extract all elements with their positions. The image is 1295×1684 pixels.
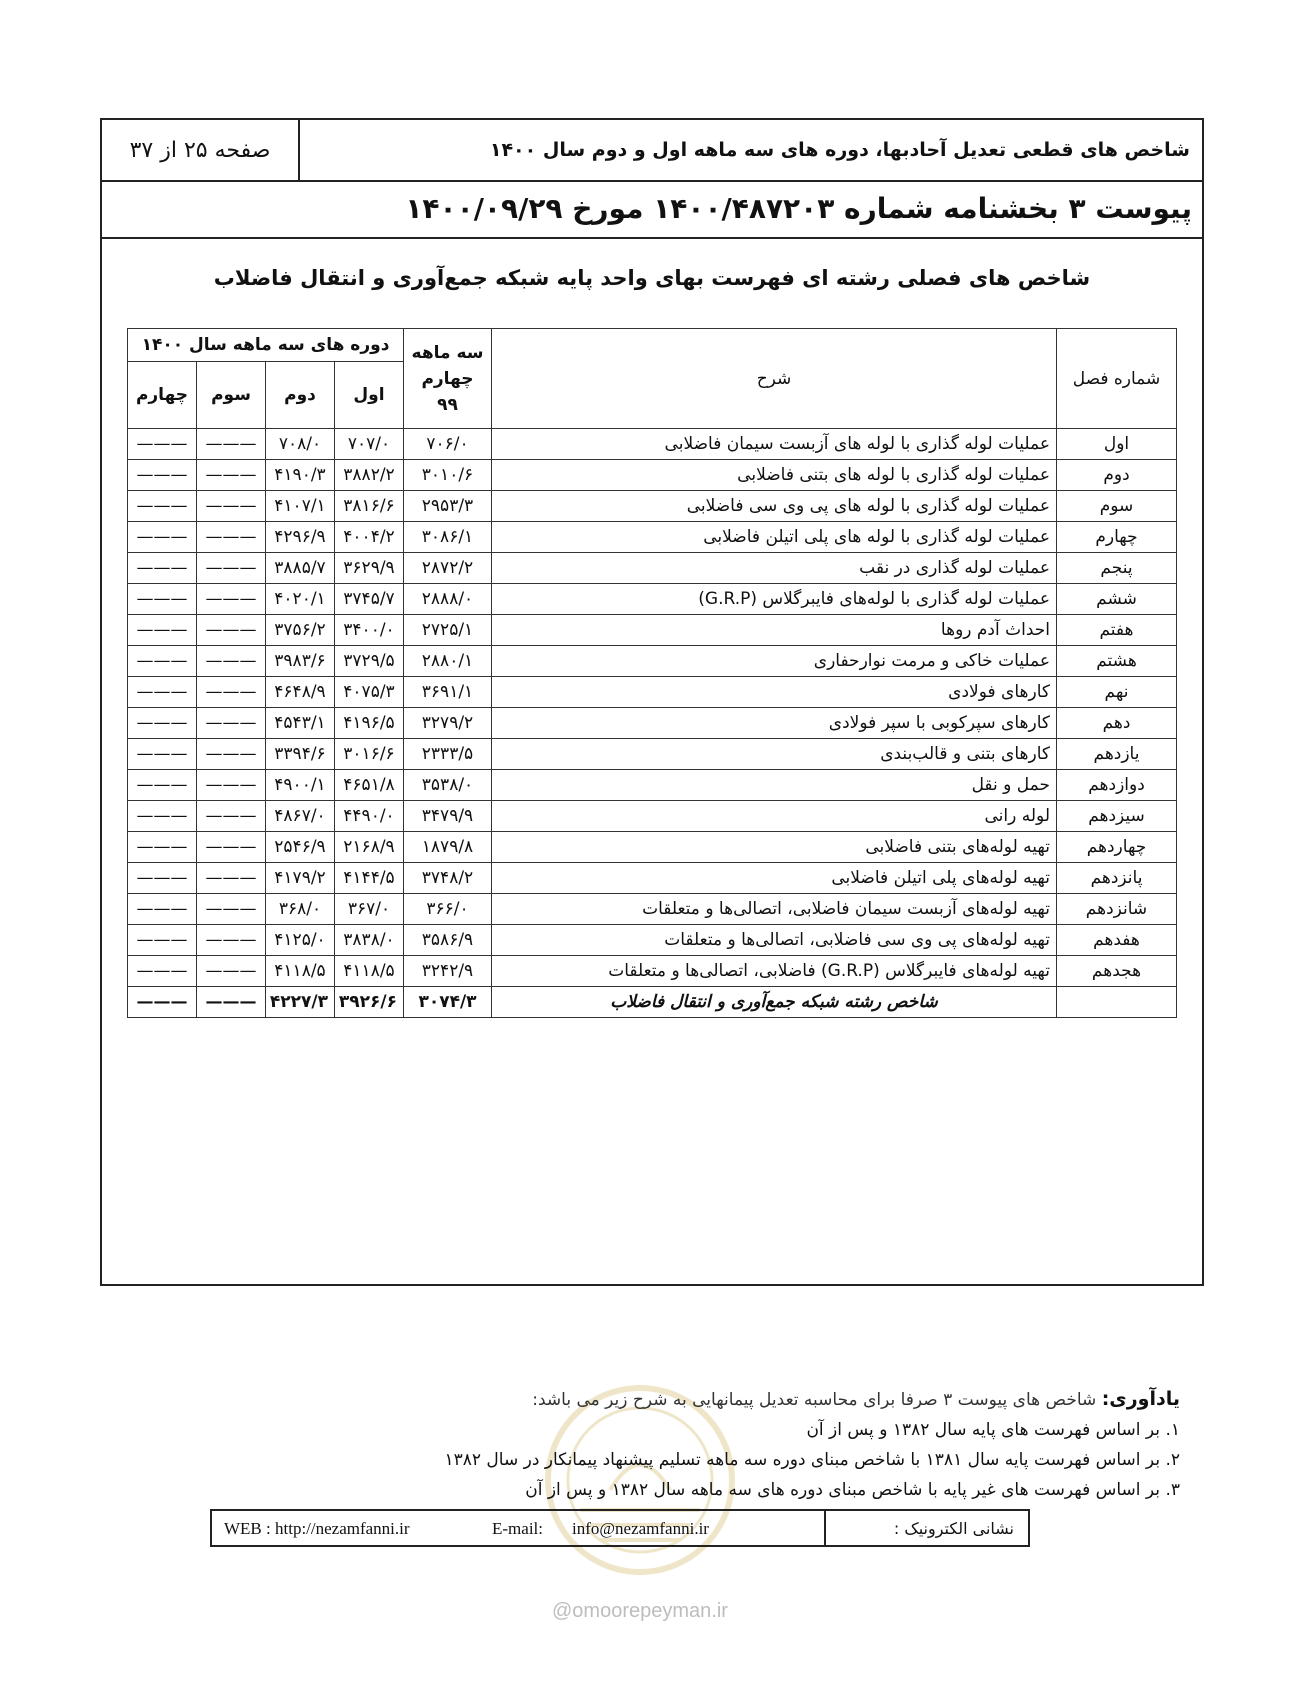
email-label: E-mail: <box>492 1519 543 1538</box>
address-label: نشانی الکترونیک : <box>893 1519 1014 1538</box>
cell-second: ۴۸۶۷/۰ <box>266 801 335 832</box>
cell-description: کارهای سپرکوبی با سپر فولادی <box>492 708 1057 739</box>
web-link[interactable]: WEB : http://nezamfanni.ir <box>224 1519 410 1538</box>
cell-first: ۳۴۰۰/۰ <box>335 615 404 646</box>
cell-fourth: ——— <box>128 708 197 739</box>
cell-second: ۴۵۴۳/۱ <box>266 708 335 739</box>
cell-first: ۳۷۴۵/۷ <box>335 584 404 615</box>
cell-q4-99: ۲۹۵۳/۳ <box>404 491 492 522</box>
cell-first: ۴۰۰۴/۲ <box>335 522 404 553</box>
header-description: شرح <box>492 329 1057 429</box>
cell-third: ——— <box>197 646 266 677</box>
cell-first: ۲۱۶۸/۹ <box>335 832 404 863</box>
table-row <box>128 956 1177 987</box>
cell-chapter: اول <box>1057 429 1177 460</box>
cell-second: ۴۹۰۰/۱ <box>266 770 335 801</box>
cell-first: ۴۱۴۴/۵ <box>335 863 404 894</box>
cell-second: ۴۲۹۶/۹ <box>266 522 335 553</box>
cell-q4-99: ۳۵۸۶/۹ <box>404 925 492 956</box>
cell-third: ——— <box>197 863 266 894</box>
table-row <box>128 925 1177 956</box>
cell-description: عملیات لوله گذاری با لوله های پلی اتیلن فاضلابی <box>492 522 1057 553</box>
table-row <box>128 553 1177 584</box>
cell-q4-99: ۳۶۶/۰ <box>404 894 492 925</box>
table-row <box>128 429 1177 460</box>
table-row <box>128 646 1177 677</box>
cell-fourth: ——— <box>128 522 197 553</box>
cell-second: ۴۱۷۹/۲ <box>266 863 335 894</box>
cell-fourth: ——— <box>128 832 197 863</box>
cell-second: ۳۷۵۶/۲ <box>266 615 335 646</box>
cell-third: ——— <box>197 429 266 460</box>
cell-chapter: چهارم <box>1057 522 1177 553</box>
cell-fourth: ——— <box>128 491 197 522</box>
cell-description: عملیات لوله گذاری در نقب <box>492 553 1057 584</box>
cell-q4-99: ۲۸۸۸/۰ <box>404 584 492 615</box>
cell-description: عملیات خاکی و مرمت نوارحفاری <box>492 646 1057 677</box>
cell-chapter: ششم <box>1057 584 1177 615</box>
cell-chapter: هشتم <box>1057 646 1177 677</box>
cell-second: ۴۱۱۸/۵ <box>266 956 335 987</box>
watermark-text: @omoorepeyman.ir <box>552 1600 728 1622</box>
document-frame <box>100 118 1204 1286</box>
cell-q4-99: ۳۲۴۲/۹ <box>404 956 492 987</box>
cell-chapter: سیزدهم <box>1057 801 1177 832</box>
cell-q4-99: ۳۰۸۶/۱ <box>404 522 492 553</box>
cell-chapter: پنجم <box>1057 553 1177 584</box>
cell-q4-99: ۱۸۷۹/۸ <box>404 832 492 863</box>
table-row <box>128 770 1177 801</box>
cell-fourth: ——— <box>128 956 197 987</box>
cell-description: عملیات لوله گذاری با لوله‌های فایبرگلاس (G.R.P) <box>492 584 1057 615</box>
circular-reference <box>102 180 1202 239</box>
cell-fourth: ——— <box>128 460 197 491</box>
page-number: صفحه ۲۵ از ۳۷ <box>102 120 300 180</box>
cell-third: ——— <box>197 491 266 522</box>
table-body <box>128 429 1177 1018</box>
cell-description: عملیات لوله گذاری با لوله های آزبست سیمان فاضلابی <box>492 429 1057 460</box>
table-row <box>128 615 1177 646</box>
cell-second: ۴۰۲۰/۱ <box>266 584 335 615</box>
cell-first: ۴۶۵۱/۸ <box>335 770 404 801</box>
cell-chapter: شانزدهم <box>1057 894 1177 925</box>
cell-third: ——— <box>197 894 266 925</box>
cell-fourth: ——— <box>128 863 197 894</box>
cell-description: تهیه لوله‌های بتنی فاضلابی <box>492 832 1057 863</box>
cell-description: لوله رانی <box>492 801 1057 832</box>
cell-second: ۴۱۲۵/۰ <box>266 925 335 956</box>
cell-description: عملیات لوله گذاری با لوله های بتنی فاضلابی <box>492 460 1057 491</box>
cell-chapter: یازدهم <box>1057 739 1177 770</box>
cell-third: ——— <box>197 801 266 832</box>
notes-intro: شاخص های پیوست ۳ صرفا برای محاسبه تعدیل پیمانهایی به شرح زیر می باشد: <box>532 1390 1097 1410</box>
cell-first: ۳۰۱۶/۶ <box>335 739 404 770</box>
cell-first: ۳۶۷/۰ <box>335 894 404 925</box>
cell-q4-99: ۳۷۴۸/۲ <box>404 863 492 894</box>
cell-second: ۴۶۴۸/۹ <box>266 677 335 708</box>
cell-description: تهیه لوله‌های فایبرگلاس (G.R.P) فاضلابی، اتصالی‌ها و متعلقات <box>492 956 1057 987</box>
cell-third: ——— <box>197 615 266 646</box>
table-row <box>128 894 1177 925</box>
header-group-1400: دوره های سه ماهه سال ۱۴۰۰ <box>128 329 404 362</box>
cell-q4-99: ۳۲۷۹/۲ <box>404 708 492 739</box>
index-table <box>127 328 1177 1018</box>
cell-chapter: دوازدهم <box>1057 770 1177 801</box>
cell-chapter: نهم <box>1057 677 1177 708</box>
cell-total-second: ۴۲۲۷/۳ <box>266 987 335 1018</box>
cell-q4-99: ۳۴۷۹/۹ <box>404 801 492 832</box>
cell-chapter: هفدهم <box>1057 925 1177 956</box>
email-link[interactable]: info@nezamfanni.ir <box>572 1519 709 1538</box>
cell-total-first: ۳۹۲۶/۶ <box>335 987 404 1018</box>
cell-chapter: سوم <box>1057 491 1177 522</box>
contact-box <box>210 1509 1030 1547</box>
cell-q4-99: ۷۰۶/۰ <box>404 429 492 460</box>
cell-second: ۷۰۸/۰ <box>266 429 335 460</box>
cell-fourth: ——— <box>128 429 197 460</box>
cell-q4-99: ۲۸۸۰/۱ <box>404 646 492 677</box>
cell-second: ۴۱۹۰/۳ <box>266 460 335 491</box>
table-row <box>128 584 1177 615</box>
cell-chapter: دوم <box>1057 460 1177 491</box>
header-first: اول <box>335 362 404 429</box>
cell-third: ——— <box>197 925 266 956</box>
cell-third: ——— <box>197 708 266 739</box>
cell-first: ۴۰۷۵/۳ <box>335 677 404 708</box>
cell-chapter: هجدهم <box>1057 956 1177 987</box>
table-row <box>128 491 1177 522</box>
cell-first: ۳۸۱۶/۶ <box>335 491 404 522</box>
cell-first: ۳۸۸۲/۲ <box>335 460 404 491</box>
header-q4-line1: سه ماهه <box>411 342 484 363</box>
cell-fourth: ——— <box>128 615 197 646</box>
cell-third: ——— <box>197 460 266 491</box>
cell-q4-99: ۲۷۲۵/۱ <box>404 615 492 646</box>
table-row <box>128 801 1177 832</box>
cell-fourth: ——— <box>128 677 197 708</box>
header-third: سوم <box>197 362 266 429</box>
cell-first: ۴۱۹۶/۵ <box>335 708 404 739</box>
cell-chapter: چهاردهم <box>1057 832 1177 863</box>
cell-third: ——— <box>197 956 266 987</box>
header-chapter: شماره فصل <box>1057 329 1177 429</box>
cell-q4-99: ۳۵۳۸/۰ <box>404 770 492 801</box>
cell-third: ——— <box>197 832 266 863</box>
cell-second: ۳۶۸/۰ <box>266 894 335 925</box>
table-row <box>128 739 1177 770</box>
cell-first: ۳۷۲۹/۵ <box>335 646 404 677</box>
cell-fourth: ——— <box>128 801 197 832</box>
cell-third: ——— <box>197 522 266 553</box>
table-row <box>128 863 1177 894</box>
cell-description: عملیات لوله گذاری با لوله های پی وی سی فاضلابی <box>492 491 1057 522</box>
cell-chapter-empty <box>1057 987 1177 1018</box>
cell-chapter: پانزدهم <box>1057 863 1177 894</box>
cell-fourth: ——— <box>128 925 197 956</box>
cell-description: کارهای بتنی و قالب‌بندی <box>492 739 1057 770</box>
cell-q4-99: ۳۶۹۱/۱ <box>404 677 492 708</box>
note-item: ۱. بر اساس فهرست های پایه سال ۱۳۸۲ و پس از آن <box>806 1420 1180 1440</box>
cell-description: کارهای فولادی <box>492 677 1057 708</box>
table-row <box>128 708 1177 739</box>
cell-description: احداث آدم روها <box>492 615 1057 646</box>
cell-fourth: ——— <box>128 584 197 615</box>
cell-fourth: ——— <box>128 646 197 677</box>
cell-fourth: ——— <box>128 770 197 801</box>
table-row <box>128 460 1177 491</box>
cell-third: ——— <box>197 770 266 801</box>
cell-description: حمل و نقل <box>492 770 1057 801</box>
table-row <box>128 522 1177 553</box>
cell-total-q4-99: ۳۰۷۴/۳ <box>404 987 492 1018</box>
cell-total-third: ——— <box>197 987 266 1018</box>
notes-section <box>300 1384 1180 1505</box>
cell-third: ——— <box>197 739 266 770</box>
header-q4-line2: چهارم ۹۹ <box>421 368 474 415</box>
cell-description: تهیه لوله‌های آزبست سیمان فاضلابی، اتصالی‌ها و متعلقات <box>492 894 1057 925</box>
cell-description: تهیه لوله‌های پلی اتیلن فاضلابی <box>492 863 1057 894</box>
cell-first: ۴۴۹۰/۰ <box>335 801 404 832</box>
cell-total-fourth: ——— <box>128 987 197 1018</box>
cell-q4-99: ۲۳۳۳/۵ <box>404 739 492 770</box>
cell-first: ۳۶۲۹/۹ <box>335 553 404 584</box>
header-q4-99 <box>404 329 492 429</box>
header-row <box>102 120 1202 182</box>
cell-second: ۳۸۸۵/۷ <box>266 553 335 584</box>
cell-third: ——— <box>197 677 266 708</box>
table-row <box>128 677 1177 708</box>
document-title: شاخص های قطعی تعدیل آحادبها، دوره های سه ماهه اول و دوم سال ۱۴۰۰ <box>489 139 1190 161</box>
cell-third: ——— <box>197 584 266 615</box>
cell-chapter: هفتم <box>1057 615 1177 646</box>
cell-fourth: ——— <box>128 739 197 770</box>
cell-fourth: ——— <box>128 553 197 584</box>
cell-second: ۳۳۹۴/۶ <box>266 739 335 770</box>
contact-divider <box>824 1511 826 1545</box>
cell-fourth: ——— <box>128 894 197 925</box>
subtitle-text: پیوست ۳ بخشنامه شماره ۱۴۰۰/۴۸۷۲۰۳ مورخ ۱۴۰۰/۰۹/۲۹ <box>405 192 1192 225</box>
cell-total-description: شاخص رشته شبکه جمع‌آوری و انتقال فاضلاب <box>492 987 1057 1018</box>
header-fourth: چهارم <box>128 362 197 429</box>
cell-second: ۴۱۰۷/۱ <box>266 491 335 522</box>
note-item: ۲. بر اساس فهرست پایه سال ۱۳۸۱ با شاخص مبنای دوره سه ماهه تسلیم پیشنهاد پیمانکار در سال ۱۳۸۲ <box>444 1450 1180 1470</box>
cell-description: تهیه لوله‌های پی وی سی فاضلابی، اتصالی‌ها و متعلقات <box>492 925 1057 956</box>
cell-first: ۷۰۷/۰ <box>335 429 404 460</box>
table-row <box>128 832 1177 863</box>
total-row <box>128 987 1177 1018</box>
notes-label: یادآوری: <box>1101 1388 1180 1410</box>
section-title: شاخص های فصلی رشته ای فهرست بهای واحد پایه شبکه جمع‌آوری و انتقال فاضلاب <box>213 266 1091 290</box>
cell-first: ۴۱۱۸/۵ <box>335 956 404 987</box>
cell-third: ——— <box>197 553 266 584</box>
cell-q4-99: ۳۰۱۰/۶ <box>404 460 492 491</box>
cell-second: ۲۵۴۶/۹ <box>266 832 335 863</box>
cell-first: ۳۸۳۸/۰ <box>335 925 404 956</box>
cell-second: ۳۹۸۳/۶ <box>266 646 335 677</box>
header-second: دوم <box>266 362 335 429</box>
cell-chapter: دهم <box>1057 708 1177 739</box>
note-item: ۳. بر اساس فهرست های غیر پایه با شاخص مبنای دوره های سه ماهه سال ۱۳۸۲ و پس از آن <box>525 1480 1180 1500</box>
cell-q4-99: ۲۸۷۲/۲ <box>404 553 492 584</box>
